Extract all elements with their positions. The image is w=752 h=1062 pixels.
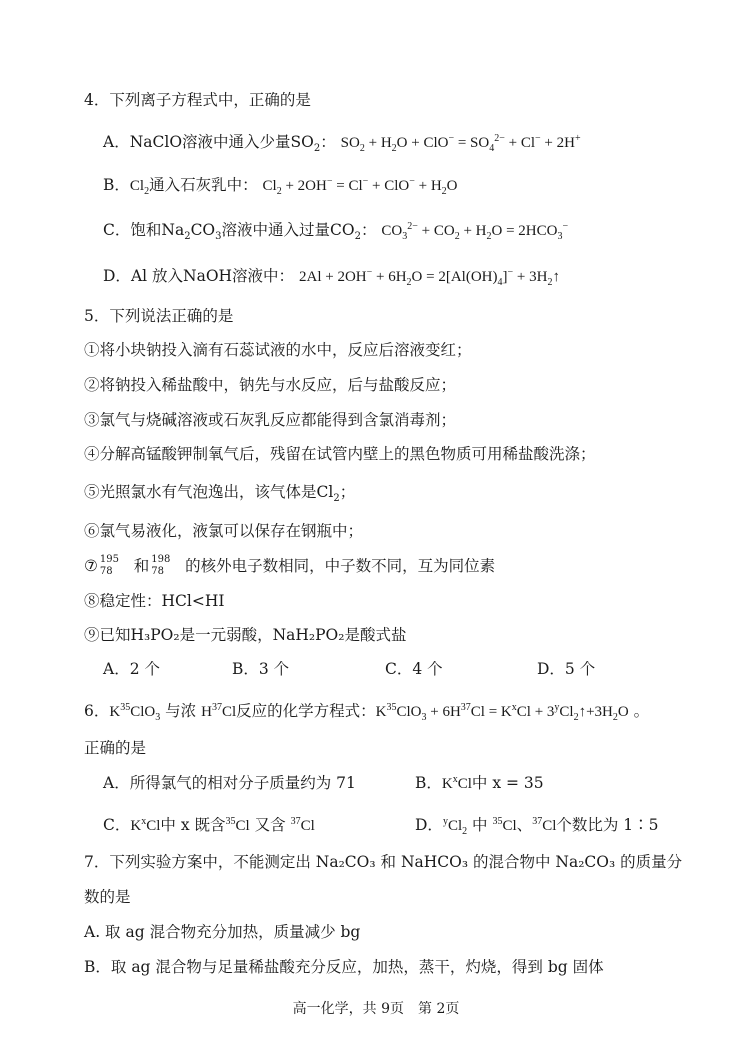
q4-stem: 4．下列离子方程式中，正确的是 xyxy=(84,91,311,109)
q7-stem-1: 7．下列实验方案中，不能测定出 Na₂CO₃ 和 NaHCO₃ 的混合物中 Na₂CO₃ 的质量分 xyxy=(84,853,683,871)
q7-option-b: B．取 ag 混合物与足量稀盐酸充分反应，加热，蒸干，灼烧，得到 bg 固体 xyxy=(84,958,604,976)
q5-option-c: C．4 个 xyxy=(385,660,443,678)
q5-statement-7: ⑦ 195 78 和 198 78 的核外电子数相同，中子数不同，互为同位素 xyxy=(84,554,496,577)
q5-statement-1: ①将小块钠投入滴有石蕊试液的水中，反应后溶液变红； xyxy=(84,341,472,359)
q5-statement-3: ③氯气与烧碱溶液或石灰乳反应都能得到含氯消毒剂； xyxy=(84,411,457,429)
q5-statement-9: ⑨已知H₃PO₂是一元弱酸，NaH₂PO₂是酸式盐 xyxy=(84,626,407,644)
q4-option-a: A．NaClO溶液中通入少量$SO_2$： $SO_2 + H_2O + ClO^- = SO_4^{2-} + Cl^- + 2H^+$ xyxy=(103,133,581,155)
q6-option-c: C．$K^xCl$中 x 既含$^{35}$Cl 又含 $^{37}$Cl xyxy=(103,816,315,834)
q5-statement-6: ⑥氯气易液化，液氯可以保存在钢瓶中； xyxy=(84,522,364,540)
q6-option-d: D．$^yCl_2$ 中 $^{35}$Cl、$^{37}$Cl个数比为 1∶5 xyxy=(415,816,659,837)
q5-option-a: A．2 个 xyxy=(103,660,160,678)
q5-statement-2: ②将钠投入稀盐酸中，钠先与水反应，后与盐酸反应； xyxy=(84,376,457,394)
q7-stem-2: 数的是 xyxy=(84,888,131,906)
q6-stem-2: 正确的是 xyxy=(84,739,147,757)
q6-stem: 6．$K^{35}ClO_3$ 与浓 $H^{37}Cl$反应的化学方程式：$K^{35}ClO_3 + 6H^{37}Cl = K^xCl$ + $3^yCl_2↑+3H_2O$ 。 xyxy=(84,702,650,723)
q4-option-b: B．$Cl_2$通入石灰乳中： $Cl_2 + 2OH^- = Cl^- + ClO^- + H_2O$ xyxy=(103,176,458,197)
isotope-195-78: 195 78 xyxy=(99,554,119,577)
q4-option-c: C．饱和$Na_2CO_3$溶液中通入过量$CO_2$： $CO_3^{2-} + CO_2 + H_2O = 2HCO_3^-$ xyxy=(103,221,569,243)
q5-stem: 5．下列说法正确的是 xyxy=(84,307,234,325)
page-footer: 高一化学，共 9页 第 2页 xyxy=(292,1001,460,1017)
q7-option-a: A. 取 ag 混合物充分加热，质量减少 bg xyxy=(84,923,361,941)
q6-option-b: B．$K^xCl$中 x = 35 xyxy=(415,774,544,792)
q5-statement-8: ⑧稳定性：HCl<HI xyxy=(84,592,225,610)
q5-statement-5: ⑤光照氯水有气泡逸出，该气体是$Cl_2$； xyxy=(84,483,356,505)
q5-option-b: B．3 个 xyxy=(232,660,290,678)
q4-option-d: D．Al 放入NaOH溶液中： $2Al + 2OH^- + 6H_2O = 2[Al(OH)_4]^-$ + $3H_2↑$ xyxy=(103,267,560,288)
q5-statement-4: ④分解高锰酸钾制氧气后，残留在试管内壁上的黑色物质可用稀盐酸洗涤； xyxy=(84,445,596,463)
isotope-198-78: 198 78 xyxy=(151,554,171,577)
q6-option-a: A．所得氯气的相对分子质量约为 71 xyxy=(103,774,356,792)
q5-option-d: D．5 个 xyxy=(537,660,596,678)
